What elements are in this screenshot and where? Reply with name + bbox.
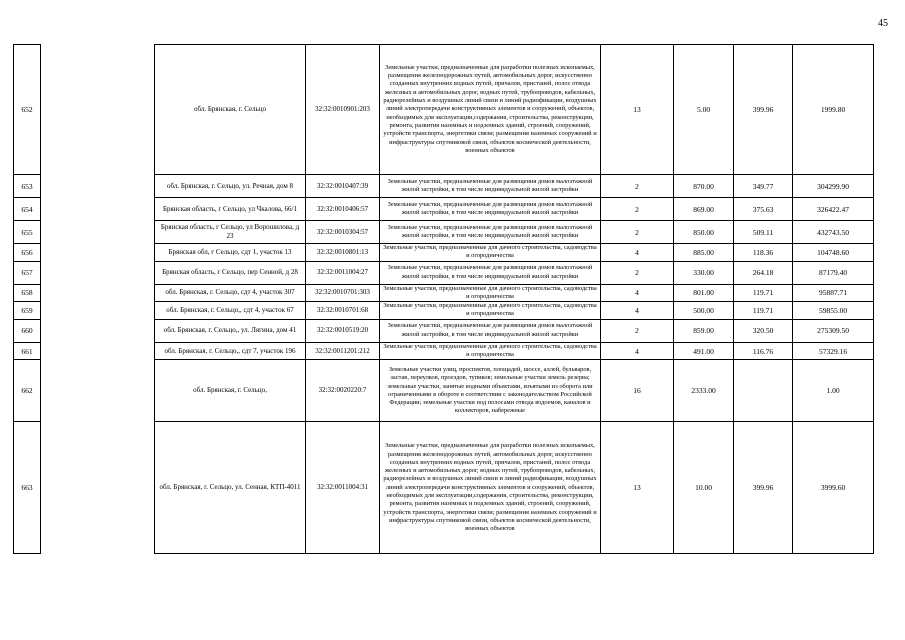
gap-cell (41, 244, 155, 262)
cadastral-number-cell: 32:32:0010701:303 (306, 284, 380, 302)
area-cell: 491.00 (674, 342, 734, 360)
group-code-cell: 13 (601, 422, 674, 554)
specific-value-cell: 119.71 (734, 284, 793, 302)
cadastral-number-cell: 32:32:0020220:7 (306, 360, 380, 422)
table-row (14, 302, 874, 320)
land-use-cell: Земельные участки, предназначенные для размещения домов малоэтажной жилой застройки, в том числе индивидуальной жилой застройки (380, 319, 601, 342)
address-cell: Брянская область, г Сельцо, ул Чкалова, 66/1 (155, 198, 306, 221)
row-number-cell: 657 (14, 261, 41, 284)
address-cell: Брянская обл, г Сельцо, сдт 1, участок 13 (155, 244, 306, 262)
cadastral-value-cell: 275309.50 (793, 319, 874, 342)
row-number-cell: 661 (14, 342, 41, 360)
cadastral-table (13, 44, 874, 554)
group-code-cell: 4 (601, 302, 674, 320)
cadastral-value-cell: 304299.90 (793, 175, 874, 198)
group-code-cell: 2 (601, 319, 674, 342)
row-number-cell: 659 (14, 302, 41, 320)
table-row (14, 175, 874, 198)
area-cell: 10.00 (674, 422, 734, 554)
table-row (14, 342, 874, 360)
gap-cell (41, 302, 155, 320)
cadastral-number-cell: 32:32:0011004:27 (306, 261, 380, 284)
group-code-cell: 4 (601, 284, 674, 302)
row-number-cell: 660 (14, 319, 41, 342)
table-row (14, 284, 874, 302)
table-row (14, 45, 874, 175)
cadastral-value-cell: 95887.71 (793, 284, 874, 302)
land-use-cell: Земельные участки, предназначенные для дачного строительства, садоводства и огородничества (380, 342, 601, 360)
area-cell: 500.00 (674, 302, 734, 320)
land-use-cell: Земельные участки, предназначенные для размещения домов малоэтажной жилой застройки, в том числе индивидуальной жилой застройки (380, 175, 601, 198)
row-number-cell: 653 (14, 175, 41, 198)
gap-cell (41, 45, 155, 175)
gap-cell (41, 422, 155, 554)
specific-value-cell: 509.11 (734, 221, 793, 244)
table-row (14, 198, 874, 221)
gap-cell (41, 360, 155, 422)
specific-value-cell: 264.18 (734, 261, 793, 284)
specific-value-cell: 349.77 (734, 175, 793, 198)
specific-value-cell (734, 360, 793, 422)
address-cell: обл. Брянская, г. Сельцо, ул. Речная, дом 8 (155, 175, 306, 198)
table-row (14, 261, 874, 284)
land-use-cell: Земельные участки, предназначенные для размещения домов малоэтажной жилой застройки, в том числе индивидуальной жилой застройки (380, 198, 601, 221)
group-code-cell: 2 (601, 221, 674, 244)
address-cell: обл. Брянская, г. Сельцо, сдт 4, участок 307 (155, 284, 306, 302)
cadastral-number-cell: 32:32:0011201:212 (306, 342, 380, 360)
area-cell: 869.00 (674, 198, 734, 221)
cadastral-number-cell: 32:32:0010801:13 (306, 244, 380, 262)
specific-value-cell: 116.76 (734, 342, 793, 360)
address-cell: обл. Брянская, г. Сельцо,, сдт 4, участок 67 (155, 302, 306, 320)
gap-cell (41, 342, 155, 360)
address-cell: обл. Брянская, г. Сельцо,, ул. Лягина, дом 41 (155, 319, 306, 342)
cadastral-number-cell: 32:32:0010519:20 (306, 319, 380, 342)
land-use-cell: Земельные участки, предназначенные для разработки полезных ископаемых, размещения железнодорожных путей, автомобильных дорог, искусственно созданных внутренних водных путей, причалов, пристаней, полос отвода железных и автомобильных дорог, водных путей, трубопроводов, кабельных, радиорелейных и воздушных линий связи и линий радиофикации, воздушных линий электропередачи конструктивных элементов и сооружений, объектов, необходимых для эксплуатации,содержания, строительства, реконструкции, ремонта, развития наземных и подземных зданий, строений, сооружений, устройств транспорта, энергетики связи; размещения наземных сооружений и инфраструктуры спутниковой связи, объектов космической деятельности, военных объектов (380, 45, 601, 175)
cadastral-number-cell: 32:32:0011004:31 (306, 422, 380, 554)
row-number-cell: 652 (14, 45, 41, 175)
cadastral-number-cell: 32:32:0010407:39 (306, 175, 380, 198)
land-use-cell: Земельные участки, предназначенные для разработки полезных ископаемых, размещения железнодорожных путей, автомобильных дорог, искусственно созданных внутренних водных путей, причалов, пристаней, полос отвода железных и автомобильных дорог, водных путей, трубопроводов, кабельных, радиорелейных и воздушных линий связи и линий радиофикации, воздушных линий электропередачи конструктивных элементов и сооружений, объектов, необходимых для эксплуатации,содержания, строительства, реконструкции, ремонта, развития наземных и подземных зданий, строений, сооружений, устройств транспорта, энергетики связи; размещения наземных сооружений и инфраструктуры спутниковой связи, объектов космической деятельности, военных объектов (380, 422, 601, 554)
area-cell: 801.00 (674, 284, 734, 302)
area-cell: 5.00 (674, 45, 734, 175)
row-number-cell: 662 (14, 360, 41, 422)
area-cell: 859.00 (674, 319, 734, 342)
group-code-cell: 16 (601, 360, 674, 422)
cadastral-value-cell: 57329.16 (793, 342, 874, 360)
cadastral-value-cell: 432743.50 (793, 221, 874, 244)
group-code-cell: 4 (601, 342, 674, 360)
specific-value-cell: 320.50 (734, 319, 793, 342)
gap-cell (41, 198, 155, 221)
area-cell: 885.00 (674, 244, 734, 262)
table-row (14, 244, 874, 262)
specific-value-cell: 118.36 (734, 244, 793, 262)
row-number-cell: 655 (14, 221, 41, 244)
specific-value-cell: 399.96 (734, 45, 793, 175)
cadastral-value-cell: 1.00 (793, 360, 874, 422)
gap-cell (41, 319, 155, 342)
cadastral-value-cell: 1999.80 (793, 45, 874, 175)
gap-cell (41, 175, 155, 198)
area-cell: 870.00 (674, 175, 734, 198)
land-use-cell: Земельные участки улиц, проспектов, площадей, шоссе, аллей, бульваров, застав, переулков, проездов, тупиков; земельные участки земель резерва; земельные участки, занятые водными объектами, изъятыми из оборота или ограниченными в обороте в соответствии с законодательством Российской Федерации; земельные участки под полосами отвода водоемов, каналов и коллекторов, набережные (380, 360, 601, 422)
address-cell: обл. Брянская, г. Сельцо (155, 45, 306, 175)
cadastral-number-cell: 32:32:0010304:57 (306, 221, 380, 244)
gap-cell (41, 261, 155, 284)
row-number-cell: 663 (14, 422, 41, 554)
cadastral-value-cell: 59855.00 (793, 302, 874, 320)
specific-value-cell: 399.96 (734, 422, 793, 554)
table-row (14, 422, 874, 554)
cadastral-number-cell: 32:32:0010901:203 (306, 45, 380, 175)
cadastral-value-cell: 3999.60 (793, 422, 874, 554)
cadastral-value-cell: 104748.60 (793, 244, 874, 262)
table-row (14, 221, 874, 244)
area-cell: 850.00 (674, 221, 734, 244)
land-use-cell: Земельные участки, предназначенные для размещения домов малоэтажной жилой застройки, в том числе индивидуальной жилой застройки (380, 221, 601, 244)
row-number-cell: 658 (14, 284, 41, 302)
cadastral-number-cell: 32:32:0010701:68 (306, 302, 380, 320)
address-cell: обл. Брянская, г. Сельцо, (155, 360, 306, 422)
group-code-cell: 2 (601, 198, 674, 221)
specific-value-cell: 375.63 (734, 198, 793, 221)
land-use-cell: Земельные участки, предназначенные для дачного строительства, садоводства и огородничества (380, 302, 601, 320)
specific-value-cell: 119.71 (734, 302, 793, 320)
group-code-cell: 13 (601, 45, 674, 175)
address-cell: Брянская область, г Сельцо, пер Сенной, д 28 (155, 261, 306, 284)
gap-cell (41, 284, 155, 302)
land-use-cell: Земельные участки, предназначенные для дачного строительства, садоводства и огородничества (380, 284, 601, 302)
land-use-cell: Земельные участки, предназначенные для размещения домов малоэтажной жилой застройки, в том числе индивидуальной жилой застройки (380, 261, 601, 284)
area-cell: 330.00 (674, 261, 734, 284)
address-cell: обл. Брянская, г. Сельцо,, сдт 7, участок 196 (155, 342, 306, 360)
group-code-cell: 2 (601, 175, 674, 198)
cadastral-value-cell: 87179.40 (793, 261, 874, 284)
gap-cell (41, 221, 155, 244)
table-row (14, 319, 874, 342)
cadastral-value-cell: 326422.47 (793, 198, 874, 221)
address-cell: обл. Брянская, г. Сельцо, ул. Сенная, КТП-4011 (155, 422, 306, 554)
group-code-cell: 4 (601, 244, 674, 262)
land-use-cell: Земельные участки, предназначенные для дачного строительства, садоводства и огородничества (380, 244, 601, 262)
area-cell: 2333.00 (674, 360, 734, 422)
table-row (14, 360, 874, 422)
group-code-cell: 2 (601, 261, 674, 284)
cadastral-number-cell: 32:32:0010406:57 (306, 198, 380, 221)
row-number-cell: 654 (14, 198, 41, 221)
page-number: 45 (878, 18, 888, 29)
row-number-cell: 656 (14, 244, 41, 262)
address-cell: Брянская область, г Сельцо, ул Ворошилова, д 23 (155, 221, 306, 244)
